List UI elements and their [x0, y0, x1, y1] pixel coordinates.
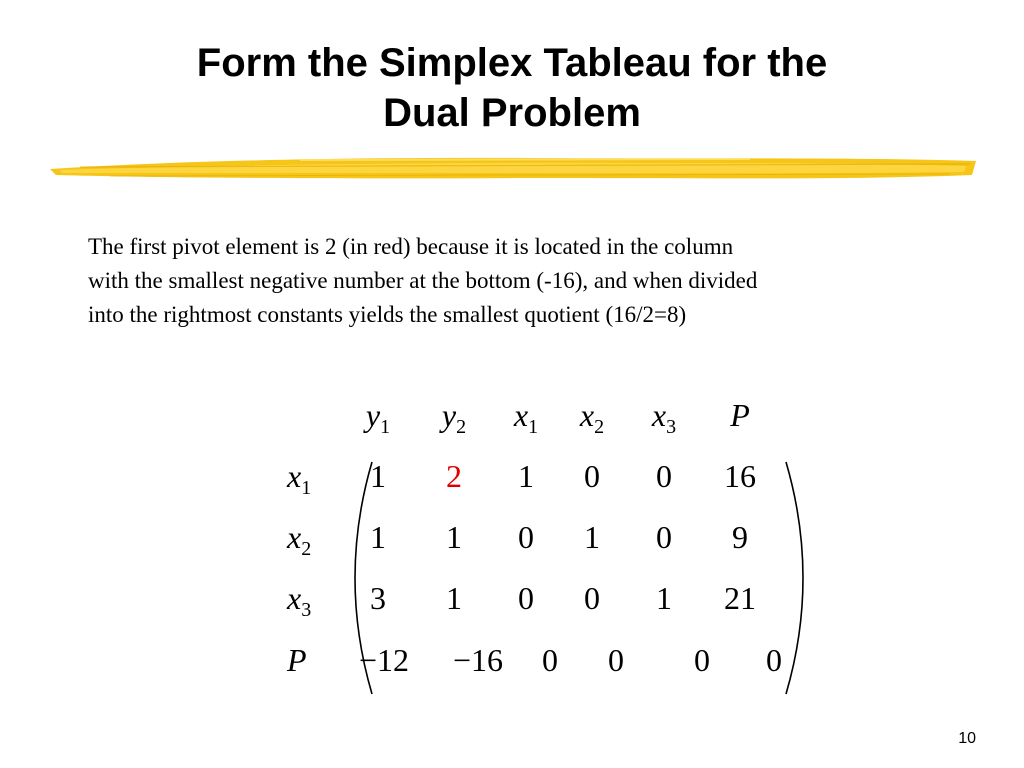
column-header	[365, 396, 391, 438]
column-header-var-letter: x	[513, 397, 529, 433]
column-header-var	[513, 397, 539, 438]
column-header-var-subscript: 2	[594, 416, 605, 438]
column-header-var-letter: P	[730, 397, 750, 433]
row-label-var	[287, 580, 312, 621]
column-header	[579, 396, 605, 438]
tableau-cell: 9	[732, 519, 748, 555]
column-header-var-letter: x	[579, 397, 595, 433]
tableau-cell: 1	[446, 580, 462, 616]
column-header-var-letter: x	[651, 397, 667, 433]
column-header	[651, 396, 677, 438]
column-header	[513, 396, 539, 438]
page-number: 10	[958, 730, 976, 747]
tableau-cell: 0	[584, 458, 600, 494]
tableau-cell: 21	[724, 580, 756, 616]
tableau-cell: 1	[446, 519, 462, 555]
explanation-line-1: The first pivot element is 2 (in red) because it is located in the column	[88, 234, 734, 259]
tableau-cell: 1	[656, 580, 672, 616]
explanation-line-2: with the smallest negative number at the bottom (-16), and when divided	[88, 268, 758, 293]
tableau-cell: 16	[724, 458, 756, 494]
row-label	[287, 457, 312, 499]
tableau-cell: 0	[542, 642, 558, 678]
tableau-cell: 1	[370, 519, 386, 555]
row-label	[287, 518, 312, 560]
column-header-var	[730, 397, 750, 433]
tableau-cell: 0	[656, 458, 672, 494]
row-label-var-letter: x	[287, 519, 302, 555]
column-header	[730, 396, 750, 434]
column-header-var-letter: y	[441, 397, 457, 433]
column-header-var	[651, 397, 677, 438]
row-label-var	[287, 642, 307, 678]
explanation-line-3: into the rightmost constants yields the smallest quotient (16/2=8)	[88, 302, 687, 327]
row-label-var	[287, 519, 312, 560]
tableau-cell: 1	[584, 519, 600, 555]
title-line-2: Dual Problem	[383, 91, 641, 135]
column-header	[441, 396, 467, 438]
row-label-var-letter: x	[287, 580, 302, 616]
tableau-cell: 3	[370, 580, 386, 616]
tableau-cell: 0	[766, 642, 782, 678]
tableau-cell: 0	[518, 580, 534, 616]
tableau-cell: −12	[358, 642, 410, 678]
title-line-1: Form the Simplex Tableau for the	[196, 41, 828, 85]
tableau-cell: −16	[452, 642, 504, 678]
row-label-var-subscript: 1	[301, 477, 312, 499]
column-header-var-subscript: 2	[456, 416, 467, 438]
row-label-var-subscript: 3	[301, 599, 312, 621]
column-header-var-letter: y	[365, 397, 381, 433]
tableau-cell: 0	[608, 642, 624, 678]
tableau-cell: 0	[518, 519, 534, 555]
matrix-right-paren	[786, 462, 803, 694]
row-label-var-letter: P	[287, 642, 307, 678]
column-header-var	[365, 397, 391, 438]
tableau-cell: 0	[584, 580, 600, 616]
row-label-var-letter: x	[287, 458, 302, 494]
row-label-var-subscript: 2	[301, 538, 312, 560]
column-header-var	[579, 397, 605, 438]
tableau-cell: 0	[694, 642, 710, 678]
column-header-var-subscript: 1	[528, 416, 539, 438]
row-label	[287, 579, 312, 621]
row-label-var	[287, 458, 312, 499]
tableau-cell: 1	[518, 458, 534, 494]
pivot-element: 2	[446, 458, 462, 494]
column-header-var-subscript: 3	[666, 416, 677, 438]
column-header-var-subscript: 1	[380, 416, 391, 438]
row-label	[287, 641, 307, 679]
column-header-var	[441, 397, 467, 438]
tableau-cell: 0	[656, 519, 672, 555]
tableau-cell: 1	[370, 458, 386, 494]
